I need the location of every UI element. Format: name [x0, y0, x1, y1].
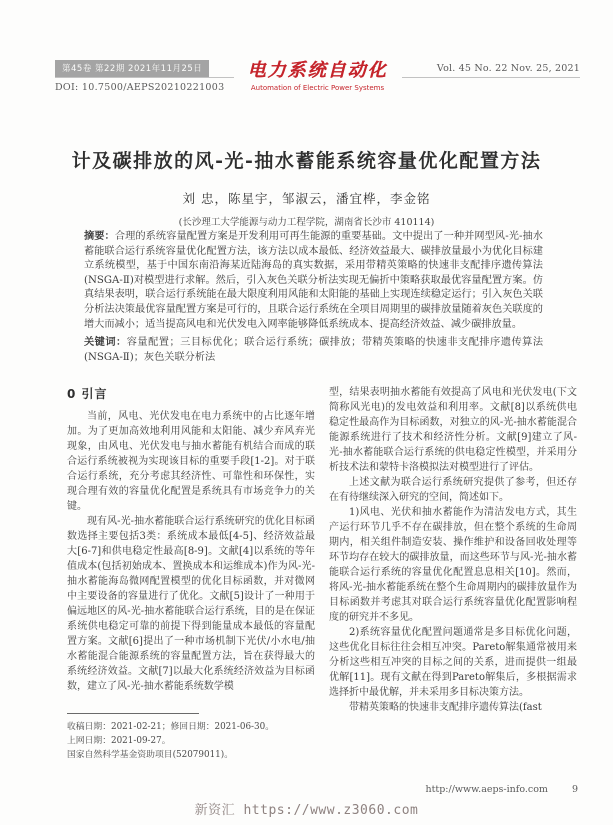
footnote-block — [67, 713, 315, 762]
page-number: 9 — [571, 784, 578, 795]
body-paragraph: 现有风-光-抽水蓄能联合运行系统研究的优化目标函数选择主要包括3类：系统成本最低[4-5]、经济效益最大[6-7]和供电稳定性最高[8-9]。文献[4]以系统的等年值成本(包括初始成本、置换成本和运维成本)作为风-光-抽水蓄能海岛微网配置模型的优化目标函数，并对微网中主要设备的容量进行了优化。文献[5]设计了一种用于偏远地区的风-光-抽水蓄能联合运行系统，目的是在保证系统供电稳定可靠的前提下得到能量成本最低的容量配置方案。文献[6]提出了一种市场机制下光伏/小水电/抽水蓄能混合能源系统的容量配置方法，旨在获得最大的系统经济效益。文献[7]以最大化系统经济效益为目标函数，建立了风-光-抽水蓄能系统数学模 — [67, 516, 315, 692]
left-column — [67, 385, 315, 715]
body-paragraph: 型，结果表明抽水蓄能有效提高了风电和光伏发电(下文简称风光电)的发电效益和利用率。文献[8]以系统供电稳定性最高作为目标函数，对独立的风-光-抽水蓄能混合能源系统进行了技术和经济性分析。文献[9]建立了风-光-抽水蓄能联合运行系统的供电稳定性模型，并采用分析技术法和蒙特卡洛模拟法对模型进行了评估。 — [329, 387, 577, 473]
doi-text: DOI: 10.7500/AEPS20210221003 — [55, 82, 225, 93]
body-paragraph: 上述文献为联合运行系统研究提供了参考，但还存在有待继续深入研究的空间，简述如下。 — [329, 477, 577, 503]
footer — [425, 784, 578, 795]
journal-url: http://www.aeps-info.com — [425, 784, 548, 795]
volume-issue-box: 第45卷 第22期 2021年11月25日 — [55, 60, 209, 77]
volume-info-en: Vol. 45 No. 22 Nov. 25, 2021 — [436, 63, 580, 74]
keywords-label: 关键词： — [84, 336, 127, 349]
abstract-paragraph — [84, 229, 543, 332]
footnote-line: 上网日期：2021-09-27。 — [67, 736, 171, 746]
body-paragraph: 当前，风电、光伏发电在电力系统中的占比逐年增加。为了更加高效地利用风能和太阳能、减少弃风弃光现象，由风电、光伏发电与抽水蓄能有机结合而成的联合运行系统被视为实现该目标的重要手段[1-2]。对于联合运行系统，充分考虑其经济性、可靠性和环保性，实现合理有效的容量优化配置是系统具有市场竞争力的关键。 — [67, 411, 315, 512]
journal-name-cn: 电力系统自动化 — [247, 60, 388, 81]
section-heading-intro: 0 引言 — [67, 387, 108, 401]
footnote-line: 国家自然科学基金资助项目(52079011)。 — [67, 750, 233, 760]
paper-title: 计及碳排放的风-光-抽水蓄能系统容量优化配置方法 — [71, 150, 542, 172]
watermark-text: 新资汇 https://www.z3060.com — [194, 803, 419, 818]
body-paragraph: 带精英策略的快速非支配排序遗传算法(fast — [349, 702, 542, 713]
abstract-text: 合理的系统容量配置方案是开发利用可再生能源的重要基础。文中提出了一种并网型风-光-抽水蓄能联合运行系统容量优化配置方法，该方法以成本最低、经济效益最大、碳排放量最小为优化目标建立系统模型，基于中国东南沿海某近陆海岛的真实数据，采用带精英策略的快速非支配排序遗传算法(NSGA-Ⅱ)对模型进行求解。然后，引入灰色关联分析法实现无偏折中策略获取最优容量配置方案。仿真结果表明，联合运行系统能在最大限度利用风能和太阳能的基础上实现连续稳定运行；引入灰色关联分析法决策最优容量配置方案是可行的，且联合运行系统在全项目周期里的碳排放量随着灰色关联度的增大而减小；适当提高风电和光伏发电入网率能够降低系统成本、提高经济效益、减少碳排放量。 — [84, 231, 543, 330]
journal-name-en: Automation of Electric Power Systems — [250, 84, 385, 92]
journal-header — [55, 60, 580, 108]
footnote-line: 收稿日期：2021-02-21；修回日期：2021-06-30。 — [67, 722, 275, 732]
keywords-paragraph — [84, 335, 543, 365]
keywords-text: 容量配置；三目标优化；联合运行系统；碳排放；带精英策略的快速非支配排序遗传算法(NSGA-Ⅱ)；灰色关联分析法 — [84, 337, 544, 363]
body-paragraph: 1)风电、光伏和抽水蓄能作为清洁发电方式，其生产运行环节几乎不存在碳排放，但在整个系统的生命周期内，相关组件制造安装、操作维护和设备回收处理等环节均存在较大的碳排放量，而这些环节与风-光-抽水蓄能联合运行系统的容量优化配置息息相关[10]。然而，将风-光-抽水蓄能系统在整个生命周期内的碳排放量作为目标函数并考虑其对联合运行系统容量优化配置影响程度的研究并不多见。 — [329, 507, 577, 623]
journal-logo — [234, 56, 402, 92]
abstract-block — [84, 229, 543, 365]
body-paragraph: 2)系统容量优化配置问题通常是多目标优化问题，这些优化目标往往会相互冲突。Pareto解集通常被用来分析这些相互冲突的目标之间的关系，进而提供一组最优解[11]。现有文献在得到Pareto解集后，多根据需求选择折中最优解，并未采用多目标决策方法。 — [329, 627, 577, 698]
abstract-label: 摘要： — [84, 230, 115, 242]
authors: 刘 忠，陈星宇，邹淑云，潘宜桦，李金铭 — [182, 191, 431, 206]
footnote-rule — [67, 713, 199, 714]
right-column — [329, 385, 577, 787]
title-block — [40, 146, 573, 228]
affiliation: (长沙理工大学能源与动力工程学院，湖南省长沙市 410114) — [178, 217, 435, 228]
